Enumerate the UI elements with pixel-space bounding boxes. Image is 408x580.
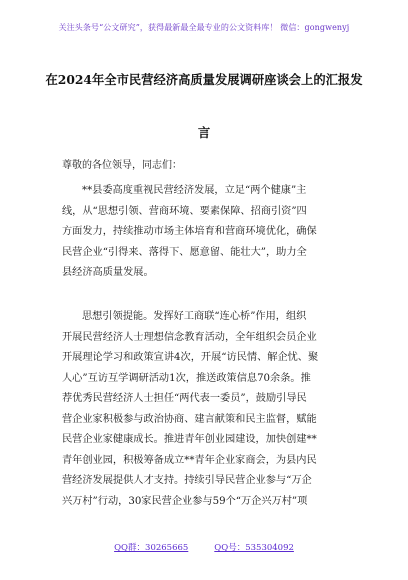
paragraph-line: 营经济发展提供人才支持。持续引导民营企业参与“万企 [62, 475, 312, 486]
header-banner: 关注头条号“公文研究”，获得最新最全最专业的公文资料库！ 微信：gongwenyj [58, 23, 350, 32]
paragraph-line: 荐优秀民营经济人士担任“两代表一委员”，鼓励引导民 [62, 393, 307, 404]
qq-group-link[interactable]: QQ群：30265665 [114, 543, 189, 553]
paragraph-ideological-guidance [62, 307, 347, 512]
paragraph-line: 青年创业园，积极筹备成立**青年企业家商会，为县内民 [62, 454, 317, 466]
paragraph-line: 民营企业家健康成长。推进青年创业园建设，加快创建** [62, 434, 317, 445]
document-title-line-2: 言 [197, 125, 211, 140]
paragraph-line: 兴万村”行动，30家民营企业参与59个“万企兴万村”项 [62, 495, 308, 507]
paragraph-line: 民营企业“引得来、落得下、愿意留、能壮大”，助力全 [62, 246, 307, 258]
paragraph-line: **县委高度重视民营经济发展，立足“两个健康”主 [82, 185, 307, 196]
footer-contact [0, 541, 408, 553]
paragraph-line: 开展民营经济人士理想信念教育活动，全年组织会员企业 [62, 331, 317, 343]
paragraph-line: 县经济高质量发展。 [62, 267, 154, 278]
salutation: 尊敬的各位领导，同志们： [62, 160, 182, 171]
paragraph-line: 人心”互访互学调研活动1次，推送政策信息70余条。推 [62, 372, 311, 384]
paragraph-intro [62, 181, 347, 284]
paragraph-line: 方面发力，持续推动市场主体培育和营商环境优化，确保 [62, 226, 317, 237]
paragraph-line: 线，从“思想引领、营商环境、要素保障、招商引资”四 [62, 205, 307, 217]
document-title-line-1: 在2024年全市民营经济高质量发展调研座谈会上的汇报发 [45, 72, 363, 87]
paragraph-line: 思想引领提能。发挥好工商联“连心桥”作用，组织 [82, 311, 307, 322]
paragraph-line: 开展理论学习和政策宣讲4次，开展“访民情、解企忧、聚 [62, 352, 319, 363]
qq-number-link[interactable]: QQ号：535304092 [214, 543, 294, 553]
paragraph-line: 营企业家积极参与政治协商、建言献策和民主监督，赋能 [62, 413, 317, 425]
